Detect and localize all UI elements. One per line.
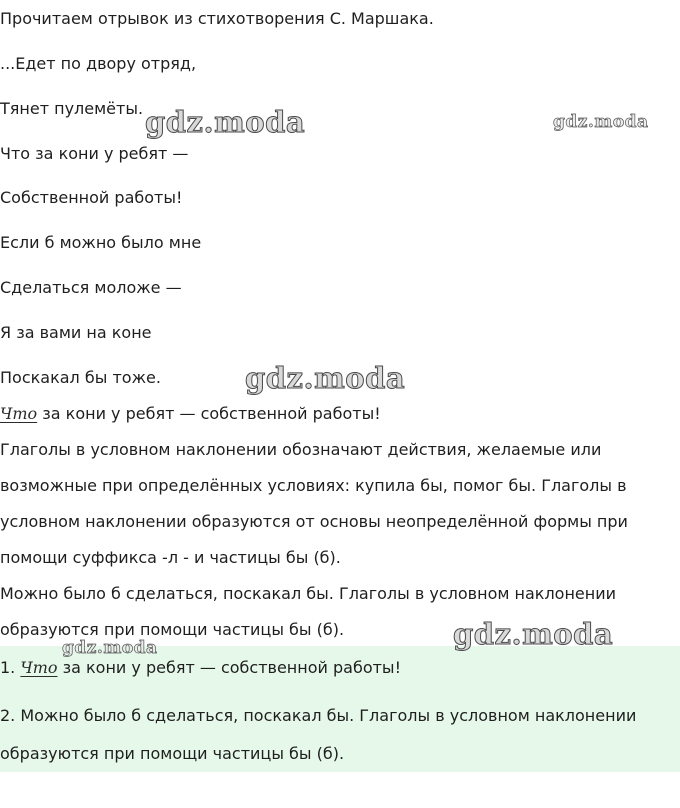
answer-1-number: 1. (0, 658, 16, 677)
watermark: gdz.moda (62, 638, 158, 658)
task1-sentence (0, 404, 381, 424)
watermark: gdz.moda (145, 105, 306, 139)
answer-1 (0, 658, 401, 678)
task2-line: Можно было б сделаться, поскакал бы. Глаголы в условном наклонении (0, 584, 617, 603)
watermark: gdz.moda (245, 361, 406, 395)
task2-line: образуются при помощи частицы бы (б). (0, 620, 345, 639)
poem-line: ...Едет по двору отряд, (0, 54, 197, 73)
poem-line: Сделаться моложе — (0, 278, 182, 297)
watermark: gdz.moda (453, 617, 614, 651)
poem-line: Поскакал бы тоже. (0, 368, 161, 387)
watermark: gdz.moda (553, 112, 649, 132)
underlined-subject: Что (0, 404, 38, 423)
explanation-line: Глаголы в условном наклонении обозначают действия, желаемые или (0, 440, 602, 459)
task1-rest: за кони у ребят — собственной работы! (37, 404, 381, 423)
poem-line: Собственной работы! (0, 188, 183, 207)
answer-1-rest: за кони у ребят — собственной работы! (57, 658, 401, 677)
poem-line: Что за кони у ребят — (0, 144, 189, 163)
answer-1-underlined: Что (20, 658, 58, 677)
intro-text: Прочитаем отрывок из стихотворения С. Маршака. (0, 9, 434, 28)
explanation-line: возможные при определённых условиях: купила бы, помог бы. Глаголы в (0, 476, 627, 495)
explanation-line: помощи суффикса -л - и частицы бы (б). (0, 548, 341, 567)
answer-2-line: образуются при помощи частицы бы (б). (0, 744, 345, 763)
poem-line: Если б можно было мне (0, 233, 202, 252)
poem-line: Я за вами на коне (0, 323, 152, 342)
answer-2-line: 2. Можно было б сделаться, поскакал бы. Глаголы в условном наклонении (0, 706, 637, 725)
poem-line: Тянет пулемёты. (0, 99, 144, 118)
explanation-line: условном наклонении образуются от основы неопределённой формы при (0, 512, 628, 531)
